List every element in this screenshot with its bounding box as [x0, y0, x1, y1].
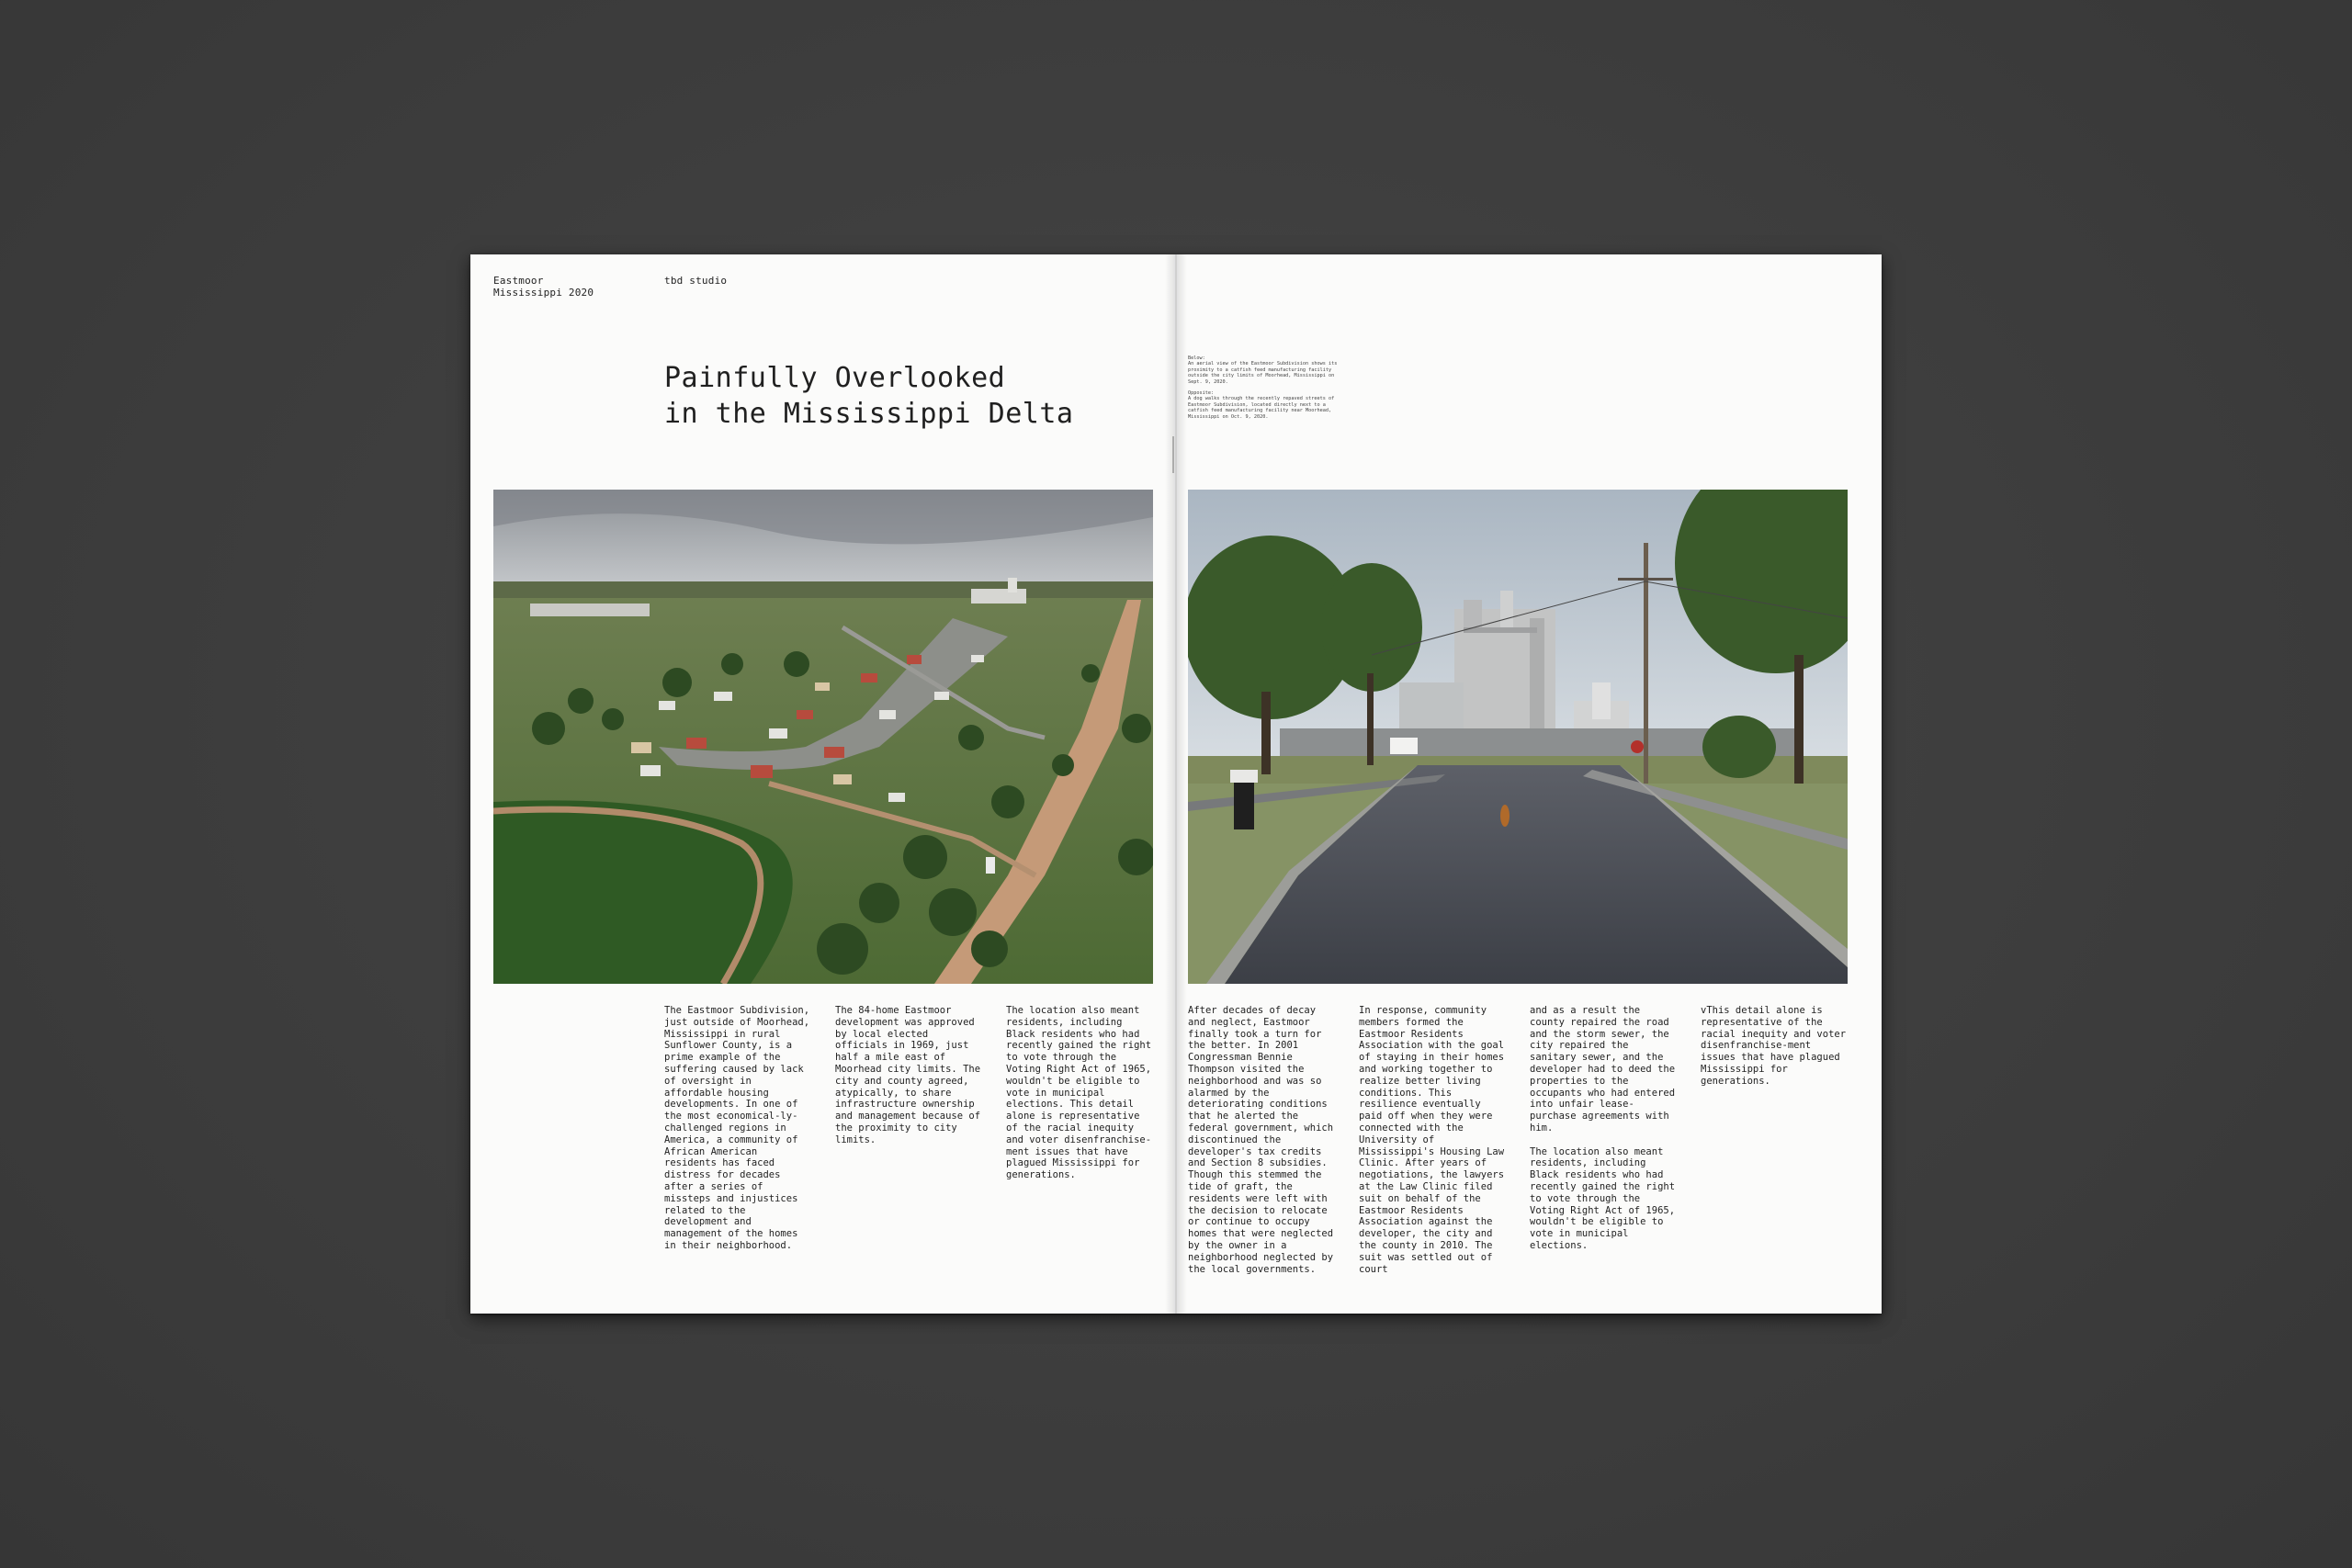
- caption-opposite-label: Opposite:: [1188, 390, 1215, 397]
- column-6-paragraph-2: The location also meant residents, including Black residents who had recently gained the right to vote through the Voting Right Act of 1965, wouldn't be eligible to vote in municipal elections.: [1530, 1145, 1676, 1251]
- photo-captions: [1188, 355, 1340, 425]
- street-photo: [1188, 490, 1848, 984]
- running-head-place-line2: Mississippi 2020: [493, 287, 594, 299]
- body-column-1: The Eastmoor Subdivision, just outside of Moorhead, Mississippi in rural Sunflower County, is a prime example of the suffering caused by lack of oversight in affordable housing developments. In one of the most economical-ly-challenged regions in America, a community of African American residents has faced distress for decades after a series of missteps and injustices related to the development and management of the homes in their neighborhood.: [664, 1005, 810, 1251]
- caption-below-text: An aerial view of the Eastmoor Subdivision shows its proximity to a catfish feed manufacturing facility outside the city limits of Moorhead, Mississippi on Sept. 9, 2020.: [1188, 361, 1338, 385]
- left-page: [470, 254, 1176, 1314]
- caption-below-label: Below:: [1188, 355, 1205, 361]
- body-column-2: The 84-home Eastmoor development was approved by local elected officials in 1969, just half a mile east of Moorhead city limits. The city and county agreed, atypically, to share infrastructure ownership and management because of the proximity to city limits.: [835, 1005, 981, 1145]
- caption-opposite-text: A dog walks through the recently repaved streets of Eastmoor Subdivision, located directly next to a catfish feed manufacturing facility near Moorhead, Mississippi on Oct. 9, 2020.: [1188, 396, 1335, 420]
- running-head-place-line1: Eastmoor: [493, 275, 544, 287]
- caption-below: [1188, 355, 1340, 385]
- column-7-paragraph: vThis detail alone is representative of the racial inequity and voter disenfranchise-ment issues that have plagued Mississippi for generations.: [1701, 1005, 1847, 1087]
- article-title-line1: Painfully Overlooked: [664, 362, 1006, 394]
- column-6-paragraph-1: and as a result the county repaired the road and the storm sewer, the city repaired the sanitary sewer, and the developer had to deed the properties to the occupants who had entered into unfair lease-purchase agreements with him.: [1530, 1005, 1676, 1134]
- body-column-6: [1530, 1005, 1679, 1264]
- column-5-paragraph: In response, community members formed the Eastmoor Residents Association with the goal of staying in their homes and working together to realize better living conditions. This resilience eventually paid off when they were connected with the University of Mississippi's Housing Law Clinic. After years of negotiations, the lawyers at the Law Clinic filed suit on behalf of the Eastmoor Residents Association against the developer, the city and the county in 2010. The suit was settled out of court: [1359, 1005, 1505, 1275]
- aerial-photo: [493, 490, 1153, 984]
- article-title-line2: in the Mississippi Delta: [664, 398, 1074, 430]
- caption-opposite: [1188, 390, 1340, 420]
- magazine-spread: [470, 254, 1882, 1314]
- right-page: [1176, 254, 1882, 1314]
- column-4-paragraph: After decades of decay and neglect, Eastmoor finally took a turn for the better. In 2001 Congressman Bennie Thompson visited the neighborhood and was so alarmed by the deteriorating conditions that he alerted the federal government, which discontinued the developer's tax credits and Section 8 subsidies. Though this stemmed the tide of graft, the residents were left with the decision to relocate or continue to occupy homes that were neglected by the owner in a neighborhood neglected by the local governments.: [1188, 1005, 1334, 1275]
- running-head-studio: tbd studio: [664, 275, 728, 287]
- article-title: [664, 360, 1124, 432]
- body-column-7: [1701, 1005, 1849, 1099]
- body-column-5: [1359, 1005, 1508, 1287]
- fold-mark: [1172, 436, 1174, 473]
- body-column-4: [1188, 1005, 1337, 1287]
- running-head-place: [493, 275, 631, 299]
- body-column-3: The location also meant residents, including Black residents who had recently gained the right to vote through the Voting Right Act of 1965, wouldn't be eligible to vote in municipal elections. This detail alone is representative of the racial inequity and voter disenfranchise-ment issues that have plagued Mississippi for generations.: [1006, 1005, 1152, 1181]
